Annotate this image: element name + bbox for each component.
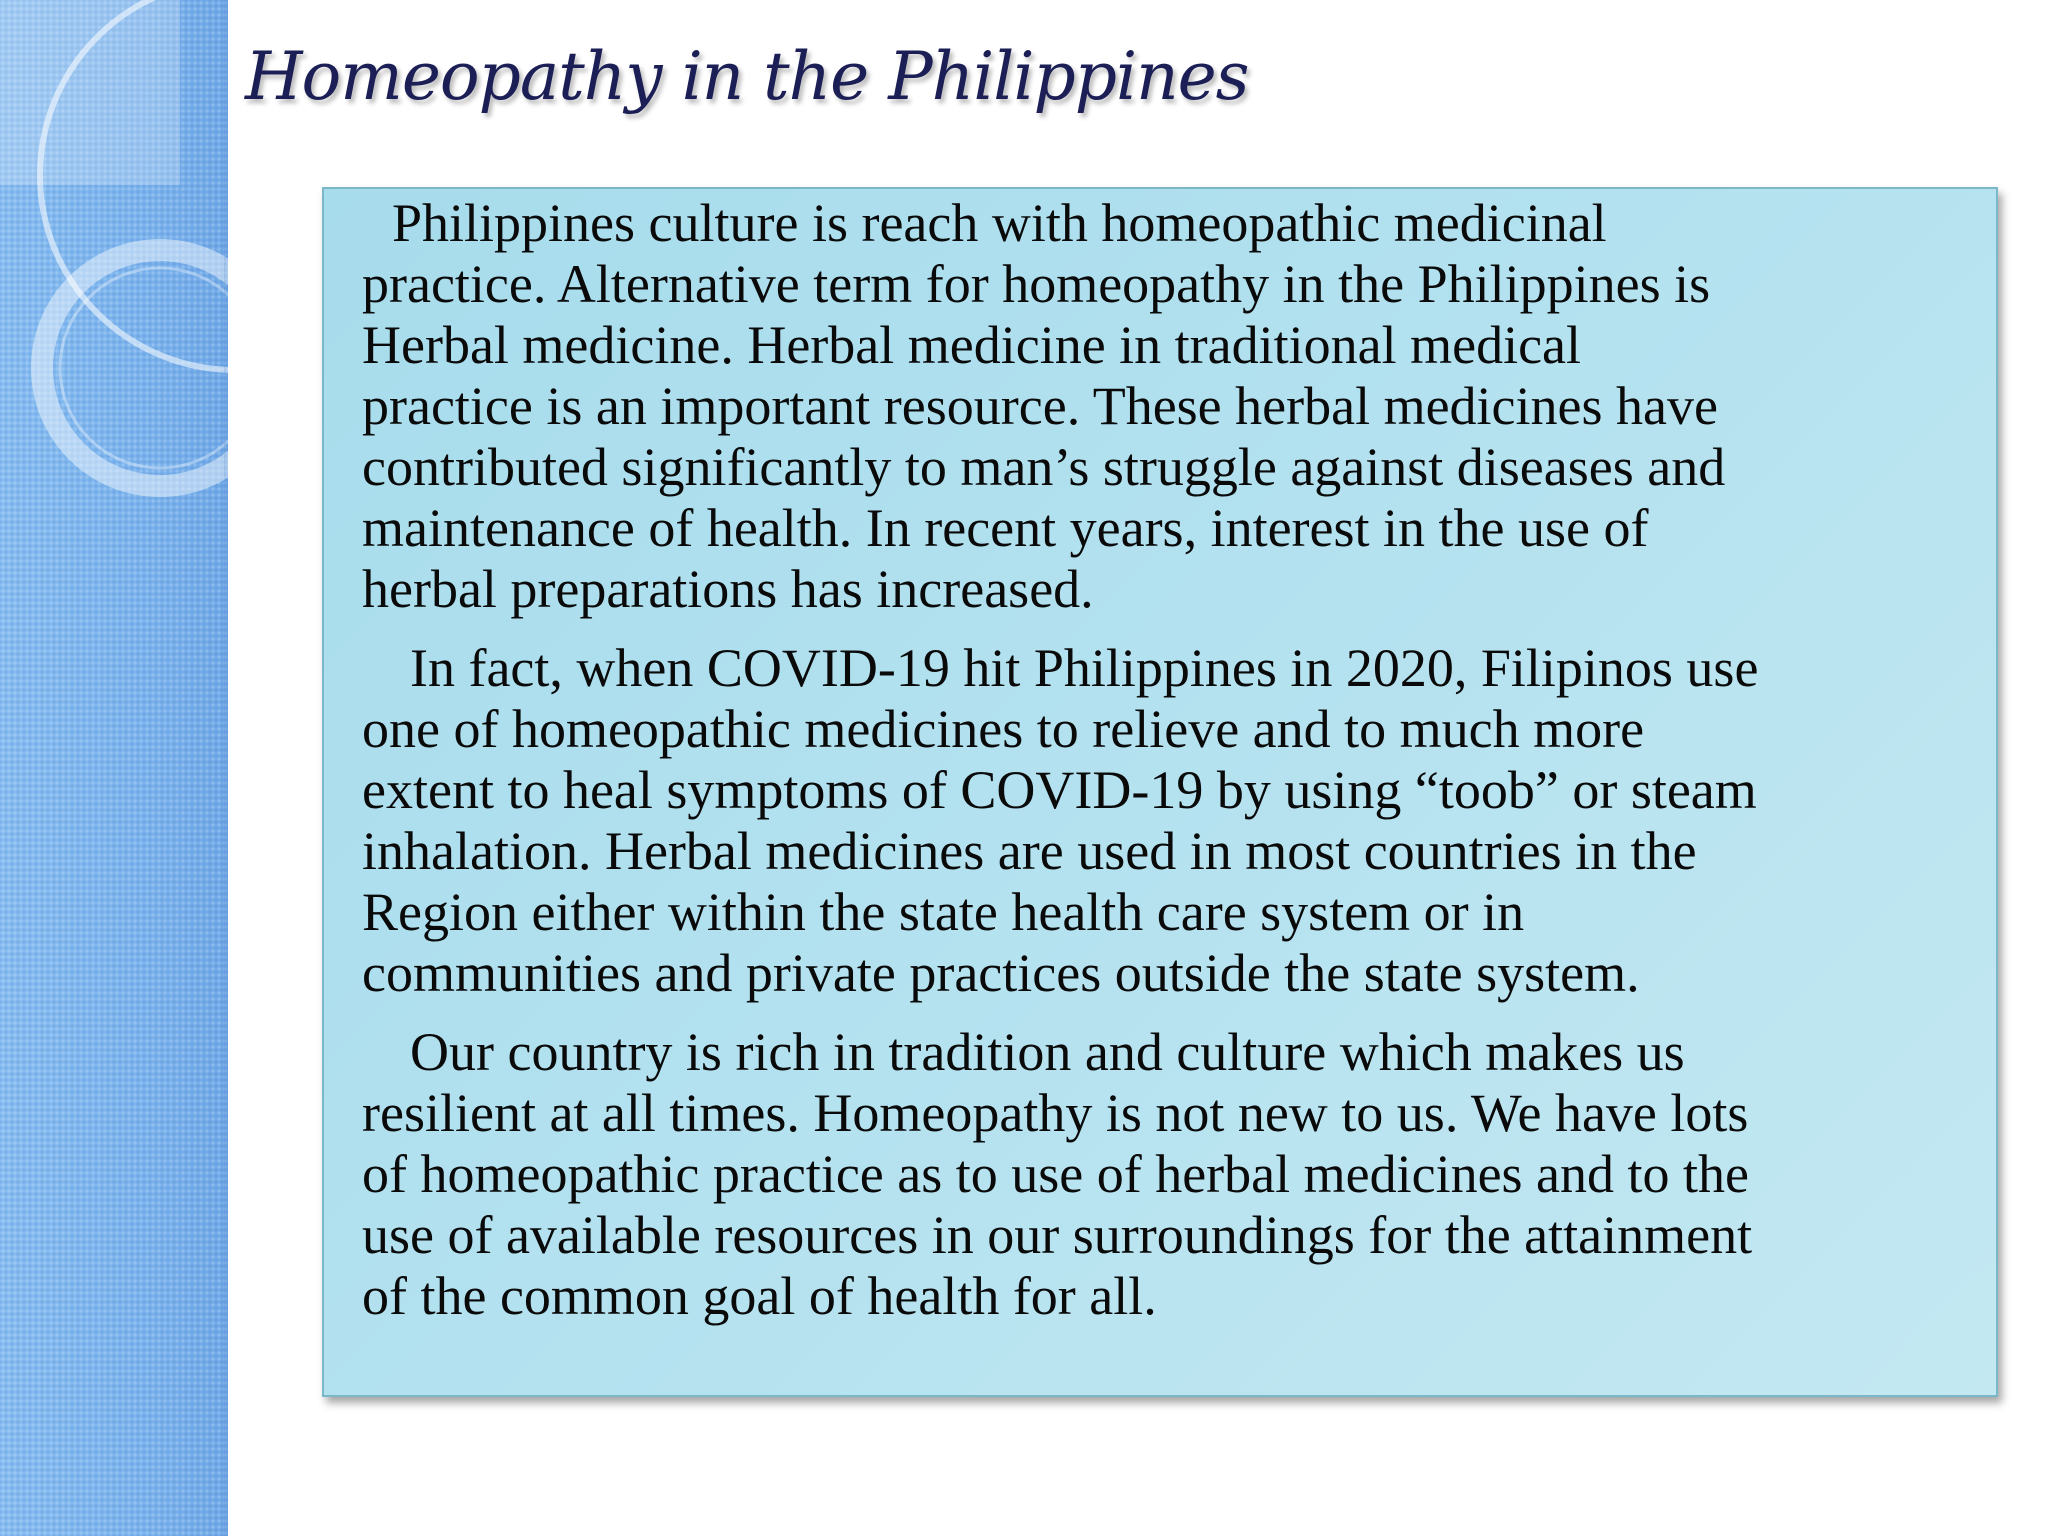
slide-title: Homeopathy in the Philippines xyxy=(245,38,1249,115)
paragraph-tradition-culture: Our country is rich in tradition and culture which makes us resilient at all times. Homeopathy is not new to us. We have lots of homeopathic practice as to use of herbal medicines and to the use of available resources in our surroundings for the attainment of the common goal of health for all. xyxy=(362,1022,1753,1326)
large-ring xyxy=(40,0,228,370)
paragraph-herbal-medicine: Philippines culture is reach with homeopathic medicinal practice. Alternative term for homeopathy in the Philippines is Herbal medicine. Herbal medicine in traditional medical practice is an important resource. These herbal medicines have contributed significantly to man’s struggle against diseases and maintenance of health. In recent years, interest in the use of herbal preparations has increased. xyxy=(362,193,1726,619)
paragraph-covid-19: In fact, when COVID-19 hit Philippines in 2020, Filipinos use one of homeopathic medicines to relieve and to much more extent to heal symptoms of COVID-19 by using “toob” or steam inhalation. Herbal medicines are used in most countries in the Region either within the state health care system or in communities and private practices outside the state system. xyxy=(362,638,1759,1003)
left-decorative-strip xyxy=(0,0,228,1536)
content-box xyxy=(322,187,1998,1397)
decorative-rings xyxy=(0,0,228,560)
strip-edge xyxy=(224,0,228,1536)
